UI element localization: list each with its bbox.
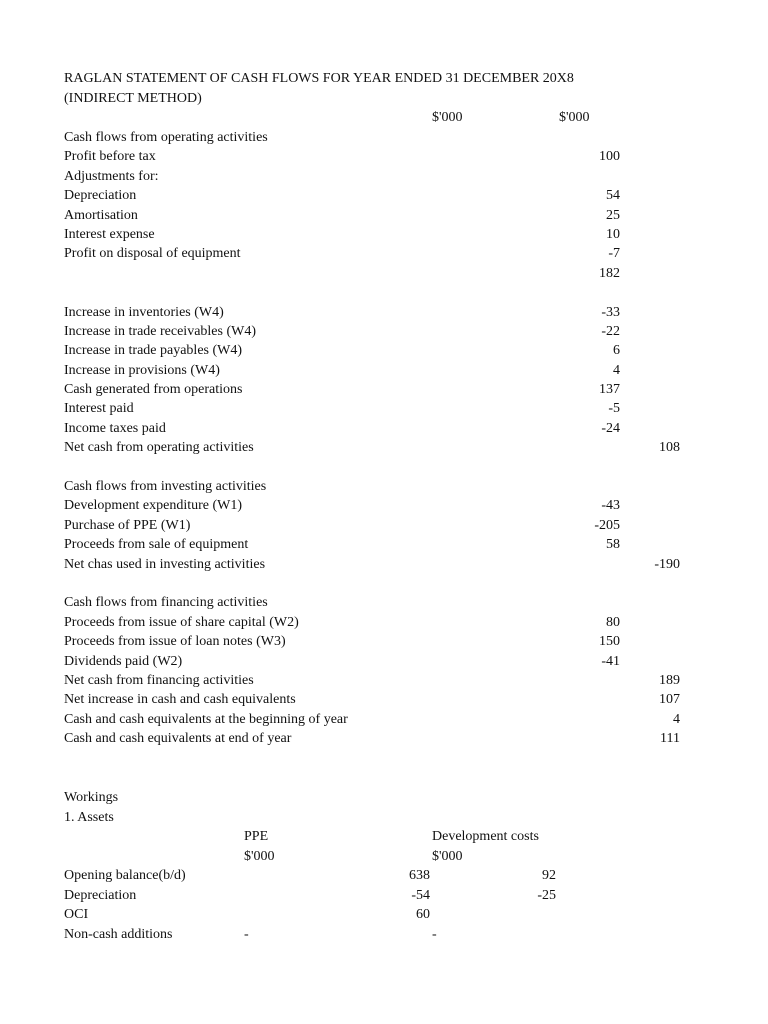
workings-heading: Workings [64, 790, 119, 805]
statement-row [64, 458, 684, 477]
statement-row [64, 322, 684, 341]
row-value-col1: 4 [613, 362, 620, 378]
workings-row [64, 866, 684, 886]
row-label: Income taxes paid [64, 420, 166, 436]
row-value-col1: 100 [599, 149, 620, 165]
column-header-2: $'000 [559, 110, 590, 125]
row-label: Adjustments for: [64, 168, 159, 184]
row-label: Profit on disposal of equipment [64, 246, 241, 262]
row-label: Increase in trade payables (W4) [64, 343, 243, 359]
row-value-col1: -5 [608, 401, 620, 417]
workings-row-ppe: 60 [416, 907, 430, 922]
statement-row [64, 690, 684, 709]
statement-row [64, 632, 684, 651]
row-label: Purchase of PPE (W1) [64, 517, 191, 533]
statement-row [64, 264, 684, 283]
workings-dev-dash: - [432, 926, 437, 942]
workings-row [64, 886, 684, 906]
row-value-col1: 10 [606, 226, 620, 242]
row-value-col1: 182 [599, 265, 620, 281]
workings-subheading: 1. Assets [64, 809, 114, 825]
statement-row [64, 477, 684, 496]
row-label: Net cash from financing activities [64, 672, 254, 688]
workings-row-ppe: 638 [409, 868, 430, 883]
workings-row-label: Non-cash additions [64, 926, 173, 942]
row-label: Interest expense [64, 226, 155, 242]
row-value-col1: -41 [601, 653, 620, 669]
column-header-1: $'000 [432, 110, 463, 125]
statement-row [64, 729, 684, 748]
statement-row [64, 613, 684, 632]
row-label: Development expenditure (W1) [64, 498, 243, 514]
row-value-col2: 108 [659, 440, 680, 456]
row-label: Net cash from operating activities [64, 440, 254, 456]
title-line-2: (INDIRECT METHOD) [64, 90, 202, 106]
statement-row [64, 128, 684, 147]
workings-unit-dev: $'000 [432, 848, 463, 864]
row-value-col1: -205 [594, 517, 620, 533]
title-line-1: RAGLAN STATEMENT OF CASH FLOWS FOR YEAR ENDED 31 DECEMBER 20X8 [64, 71, 574, 86]
statement-title [64, 69, 574, 108]
workings-section [64, 788, 684, 944]
row-label: Depreciation [64, 188, 137, 204]
statement-row [64, 303, 684, 322]
row-value-col2: 107 [659, 692, 680, 708]
statement-row [64, 283, 684, 302]
row-value-col1: 54 [606, 188, 620, 204]
row-value-col1: 137 [599, 382, 620, 398]
statement-row [64, 438, 684, 457]
row-label: Cash and cash equivalents at the beginning of year [64, 711, 348, 727]
workings-row-dev: -25 [537, 887, 556, 903]
row-value-col1: -24 [601, 420, 620, 436]
statement-row [64, 244, 684, 263]
row-value-col1: 150 [599, 634, 620, 650]
statement-row [64, 516, 684, 535]
row-value-col1: 80 [606, 614, 620, 630]
statement-row [64, 574, 684, 593]
row-value-col1: 25 [606, 207, 620, 223]
statement-row [64, 710, 684, 729]
statement-row [64, 535, 684, 554]
workings-col-dev: Development costs [432, 829, 539, 844]
statement-row [64, 147, 684, 166]
statement-row [64, 361, 684, 380]
row-label: Net chas used in investing activities [64, 556, 266, 572]
row-label: Cash generated from operations [64, 382, 243, 398]
row-value-col1: -7 [608, 246, 620, 262]
workings-row [64, 925, 684, 945]
statement-row [64, 671, 684, 690]
row-value-col2: -190 [654, 556, 680, 572]
row-label: Proceeds from issue of share capital (W2) [64, 614, 299, 630]
statement-row [64, 419, 684, 438]
row-label: Increase in trade receivables (W4) [64, 323, 256, 339]
row-label: Proceeds from sale of equipment [64, 537, 249, 553]
row-label: Amortisation [64, 207, 138, 223]
workings-rows [64, 866, 684, 944]
row-label: Cash flows from investing activities [64, 479, 267, 495]
statement-row [64, 186, 684, 205]
statement-row [64, 399, 684, 418]
statement-row [64, 167, 684, 186]
statement-row [64, 496, 684, 515]
statement-row [64, 341, 684, 360]
row-value-col1: 6 [613, 343, 620, 359]
row-value-col1: 58 [606, 537, 620, 553]
row-label: Cash flows from operating activities [64, 130, 268, 145]
row-value-col1: -22 [601, 323, 620, 339]
row-label: Cash and cash equivalents at end of year [64, 731, 292, 747]
row-label: Increase in inventories (W4) [64, 304, 224, 320]
row-value-col2: 4 [673, 711, 680, 727]
row-value-col1: -33 [601, 304, 620, 320]
row-label: Profit before tax [64, 149, 156, 165]
workings-unit-ppe: $'000 [244, 848, 275, 864]
workings-row-dev: 92 [542, 868, 556, 883]
workings-col-ppe: PPE [244, 829, 269, 844]
statement-row [64, 380, 684, 399]
row-label: Net increase in cash and cash equivalents [64, 692, 296, 708]
workings-ppe-dash: - [244, 926, 249, 942]
workings-row-label: Depreciation [64, 887, 137, 903]
statement-row [64, 652, 684, 671]
workings-row-label: Opening balance(b/d) [64, 868, 186, 883]
row-value-col1: -43 [601, 498, 620, 514]
statement-row [64, 593, 684, 612]
workings-row [64, 905, 684, 925]
workings-row-label: OCI [64, 907, 89, 922]
row-label: Increase in provisions (W4) [64, 362, 220, 378]
row-value-col2: 111 [660, 731, 680, 747]
row-value-col2: 189 [659, 672, 680, 688]
row-label: Cash flows from financing activities [64, 595, 268, 611]
statement-row [64, 225, 684, 244]
statement-rows [64, 128, 684, 749]
row-label: Proceeds from issue of loan notes (W3) [64, 634, 286, 650]
statement-row [64, 206, 684, 225]
statement-row [64, 555, 684, 574]
row-label: Dividends paid (W2) [64, 653, 183, 669]
workings-row-ppe: -54 [411, 887, 430, 903]
row-label: Interest paid [64, 401, 134, 417]
